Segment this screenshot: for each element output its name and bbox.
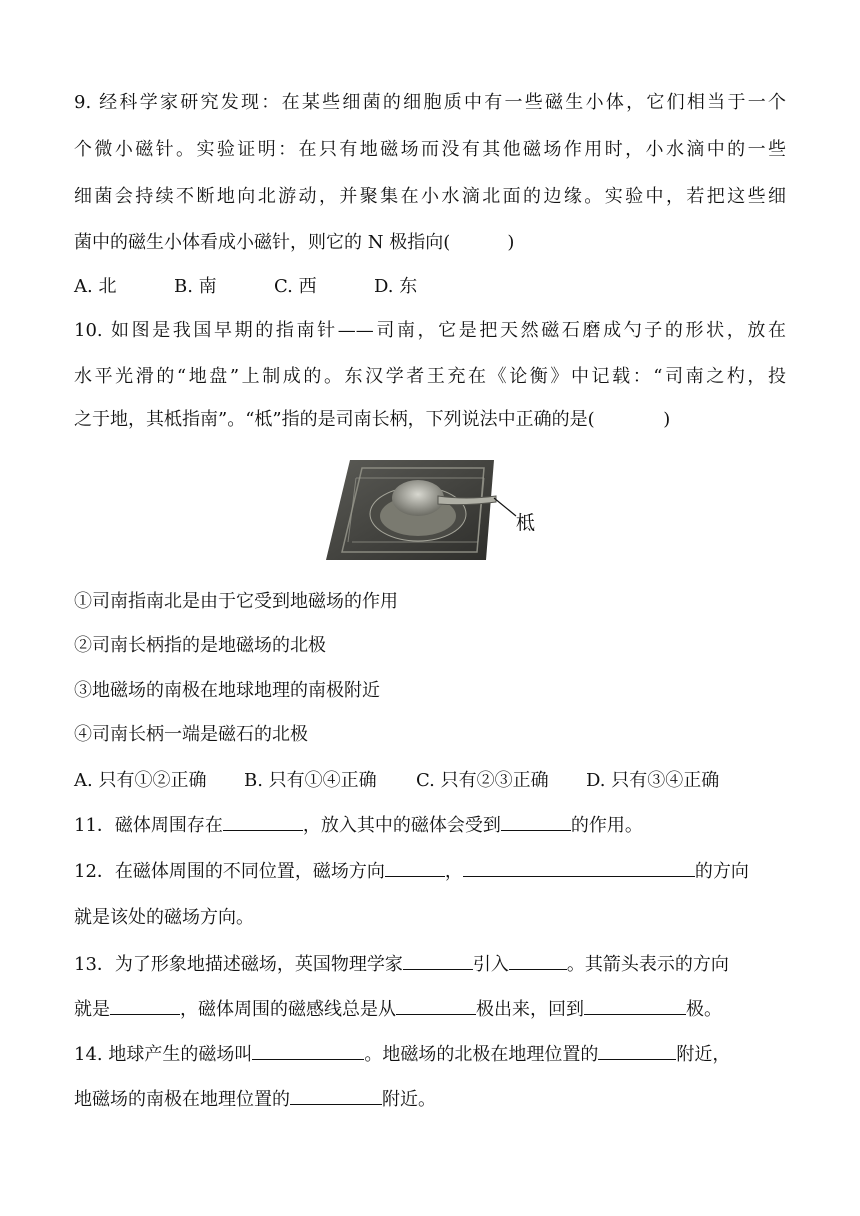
q13-blank-5[interactable] — [584, 996, 686, 1015]
q13-text-6: 极出来，回到 — [476, 999, 584, 1020]
q11-blank-1[interactable] — [223, 812, 303, 831]
q14-text-2: 。地磁场的北极在地理位置的 — [364, 1044, 599, 1065]
q12-line-2: 就是该处的磁场方向。 — [74, 907, 254, 928]
q14-blank-2[interactable] — [598, 1041, 676, 1060]
q9-option-a[interactable]: A. 北 — [74, 276, 117, 297]
q13-text-1: 13．为了形象地描述磁场，英国物理学家 — [74, 954, 403, 975]
q13-text-2: 引入 — [472, 954, 509, 975]
q10-options — [74, 768, 719, 794]
q14-blank-1[interactable] — [252, 1041, 364, 1060]
q13-line-2 — [74, 996, 722, 1023]
q14-line-1 — [74, 1041, 730, 1068]
q10-option-d[interactable]: D. 只有③④正确 — [586, 770, 720, 791]
q10-option-b[interactable]: B. 只有①④正确 — [244, 770, 377, 791]
q13-text-7: 极。 — [686, 999, 722, 1020]
q13-text-3: 。其箭头表示的方向 — [566, 954, 729, 975]
q9-line-3: 细菌会持续不断地向北游动，并聚集在小水滴北面的边缘。实验中，若把这些细 — [74, 186, 786, 207]
q14-text-3: 附近， — [676, 1044, 731, 1065]
figure-label-di: 柢 — [516, 512, 536, 534]
q9-option-c[interactable]: C. 西 — [274, 276, 317, 297]
q10-statement-1: ①司南指南北是由于它受到地磁场的作用 — [74, 591, 398, 612]
q11-text-1: 11．磁体周围存在 — [74, 815, 223, 836]
q11-text-2: ，放入其中的磁体会受到 — [302, 815, 501, 836]
q12-text-3: 的方向 — [694, 861, 749, 882]
q10-line-1: 10. 如图是我国早期的指南针——司南，它是把天然磁石磨成勺子的形状，放在 — [74, 320, 786, 341]
q14-text-5: 附近。 — [382, 1089, 436, 1110]
q10-line-3: 之于地，其柢指南”。“柢”指的是司南长柄，下列说法中正确的是( ) — [74, 409, 671, 430]
q9-line-2: 个微小磁针。实验证明：在只有地磁场而没有其他磁场作用时，小水滴中的一些 — [74, 139, 786, 160]
q9-option-b[interactable]: B. 南 — [174, 276, 217, 297]
q9-line-4: 菌中的磁生小体看成小磁针，则它的 N 极指向( ) — [74, 232, 515, 253]
q9-option-d[interactable]: D. 东 — [374, 276, 418, 297]
q12-blank-2[interactable] — [463, 858, 695, 877]
q12-line-1 — [74, 858, 749, 885]
q9-line-1: 9. 经科学家研究发现：在某些细菌的细胞质中有一些磁生小体，它们相当于一个 — [74, 92, 786, 113]
q13-blank-1[interactable] — [403, 951, 473, 970]
q10-line-2: 水平光滑的“地盘”上制成的。东汉学者王充在《论衡》中记载：“司南之杓，投 — [74, 366, 786, 387]
q9-options — [74, 274, 417, 300]
q12-text-1: 12．在磁体周围的不同位置，磁场方向 — [74, 861, 385, 882]
q11-line — [74, 812, 643, 839]
q12-blank-1[interactable] — [385, 858, 445, 877]
q13-text-5: ，磁体周围的磁感线总是从 — [180, 999, 396, 1020]
q13-line-1 — [74, 951, 729, 978]
q10-option-c[interactable]: C. 只有②③正确 — [416, 770, 549, 791]
q13-blank-3[interactable] — [110, 996, 180, 1015]
q14-line-2 — [74, 1086, 436, 1113]
q10-option-a[interactable]: A. 只有①②正确 — [74, 770, 207, 791]
q10-statement-2: ②司南长柄指的是地磁场的北极 — [74, 635, 326, 656]
q13-text-4: 就是 — [74, 999, 110, 1020]
q14-text-1: 14. 地球产生的磁场叫 — [74, 1044, 253, 1065]
q10-statement-4: ④司南长柄一端是磁石的北极 — [74, 724, 308, 745]
q14-blank-3[interactable] — [290, 1086, 382, 1105]
q13-blank-2[interactable] — [509, 951, 567, 970]
q12-text-2: ， — [444, 861, 463, 882]
q10-statement-3: ③地磁场的南极在地球地理的南极附近 — [74, 680, 380, 701]
q11-text-3: 的作用。 — [570, 815, 643, 836]
q11-blank-2[interactable] — [501, 812, 571, 831]
q13-blank-4[interactable] — [396, 996, 476, 1015]
sinan-compass-figure — [326, 456, 566, 566]
q14-text-4: 地磁场的南极在地理位置的 — [74, 1089, 290, 1110]
